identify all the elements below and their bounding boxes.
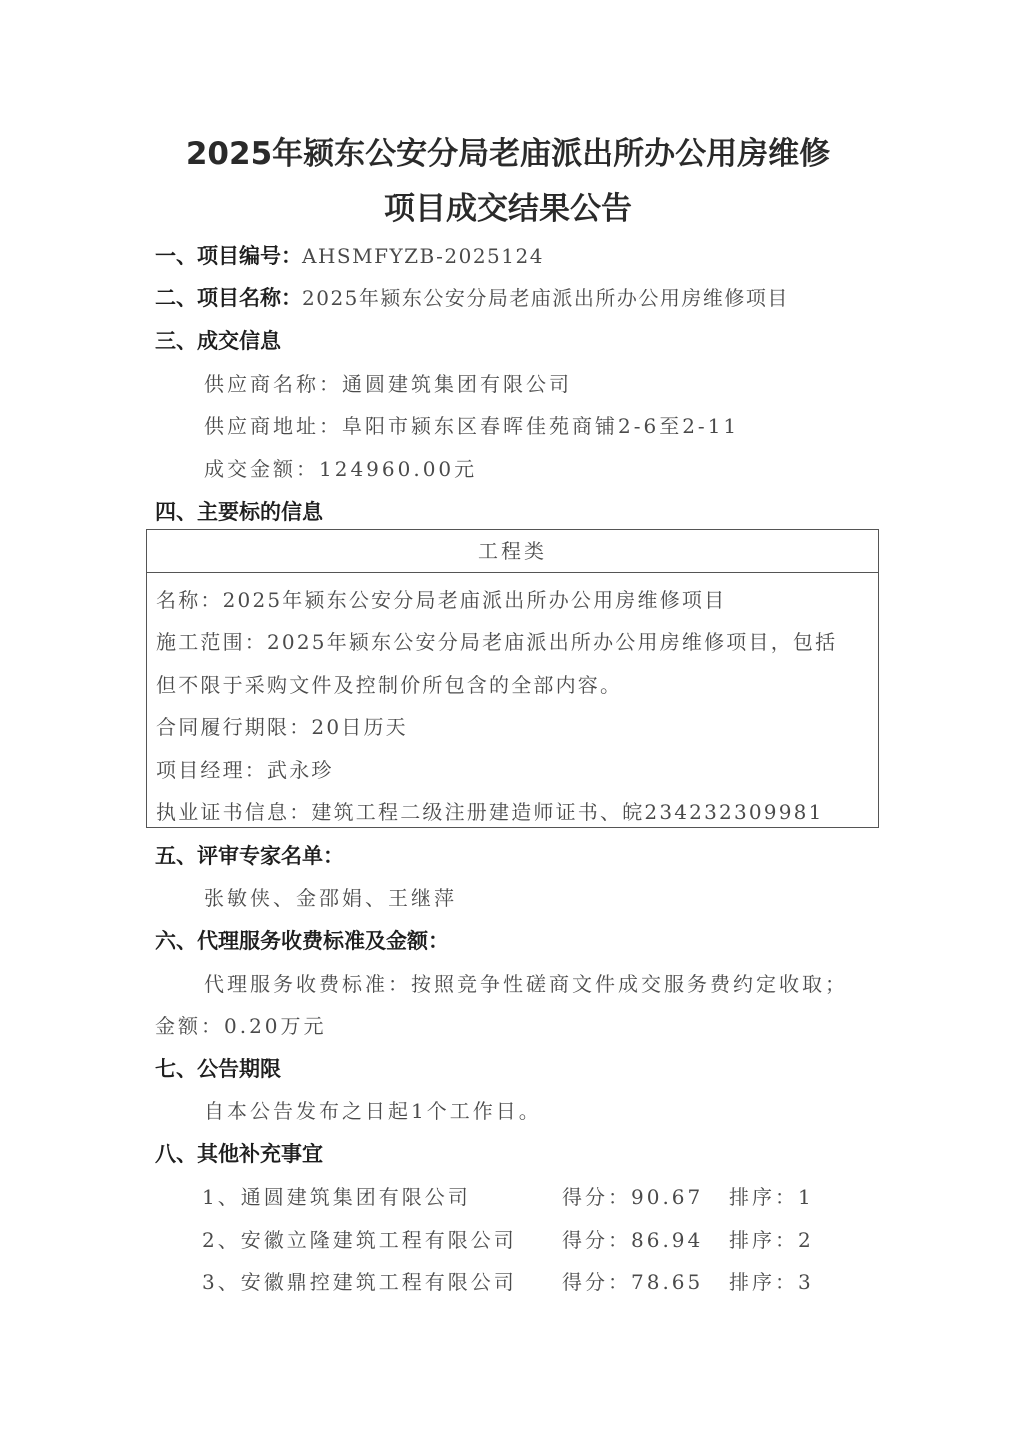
table-row-project-manager: 项目经理：武永珍 (156, 758, 334, 782)
ranking-company: 2、安徽立隆建筑工程有限公司 (202, 1228, 517, 1252)
table-header-category: 工程类 (147, 530, 878, 573)
agency-fee-amount: 金额：0.20万元 (155, 1014, 327, 1038)
ranking-rank: 排序：2 (729, 1228, 814, 1252)
section-heading-agency-fee: 六、代理服务收费标准及金额： (155, 929, 449, 953)
table-row-scope-cont: 但不限于采购文件及控制价所包含的全部内容。 (156, 673, 623, 697)
document-title-line-1: 2025年颍东公安分局老庙派出所办公用房维修 (185, 136, 831, 172)
section-heading-notice-period: 七、公告期限 (155, 1057, 281, 1081)
expert-list: 张敏侠、金邵娟、王继萍 (204, 886, 457, 910)
deal-amount: 成交金额：124960.00元 (204, 457, 478, 481)
section-project-number (155, 242, 544, 270)
supplier-name: 供应商名称：通圆建筑集团有限公司 (204, 372, 572, 396)
ranking-score: 得分：78.65 (562, 1270, 704, 1294)
section-heading-experts: 五、评审专家名单： (155, 844, 344, 868)
table-row-certificate: 执业证书信息：建筑工程二级注册建造师证书、皖234232309981 (156, 800, 824, 824)
table-row-contract-period: 合同履行期限：20日历天 (156, 715, 408, 739)
ranking-score: 得分：86.94 (562, 1228, 704, 1252)
section-heading-main-subject: 四、主要标的信息 (155, 500, 323, 524)
ranking-company: 1、通圆建筑集团有限公司 (202, 1185, 471, 1209)
ranking-company: 3、安徽鼎控建筑工程有限公司 (202, 1270, 517, 1294)
supplier-address: 供应商地址：阜阳市颍东区春晖佳苑商铺2-6至2-11 (204, 414, 740, 438)
section-heading: 二、项目名称： (155, 286, 302, 310)
section-project-name (155, 284, 789, 312)
section-heading: 一、项目编号： (155, 244, 302, 268)
section-heading-supplementary: 八、其他补充事宜 (155, 1142, 323, 1166)
project-number-value: AHSMFYZB-2025124 (302, 244, 544, 268)
section-heading-deal-info: 三、成交信息 (155, 329, 281, 353)
project-name-value: 2025年颍东公安分局老庙派出所办公用房维修项目 (302, 286, 789, 310)
table-row-name: 名称：2025年颍东公安分局老庙派出所办公用房维修项目 (156, 588, 727, 612)
ranking-rank: 排序：3 (729, 1270, 814, 1294)
notice-period-text: 自本公告发布之日起1个工作日。 (204, 1099, 542, 1123)
ranking-rank: 排序：1 (729, 1185, 814, 1209)
subject-info-table (146, 529, 879, 828)
ranking-score: 得分：90.67 (562, 1185, 704, 1209)
table-row-scope: 施工范围：2025年颍东公安分局老庙派出所办公用房维修项目，包括 (156, 630, 838, 654)
agency-fee-standard: 代理服务收费标准：按照竞争性磋商文件成交服务费约定收取； (204, 972, 848, 996)
document-title-line-2: 项目成交结果公告 (384, 191, 632, 227)
